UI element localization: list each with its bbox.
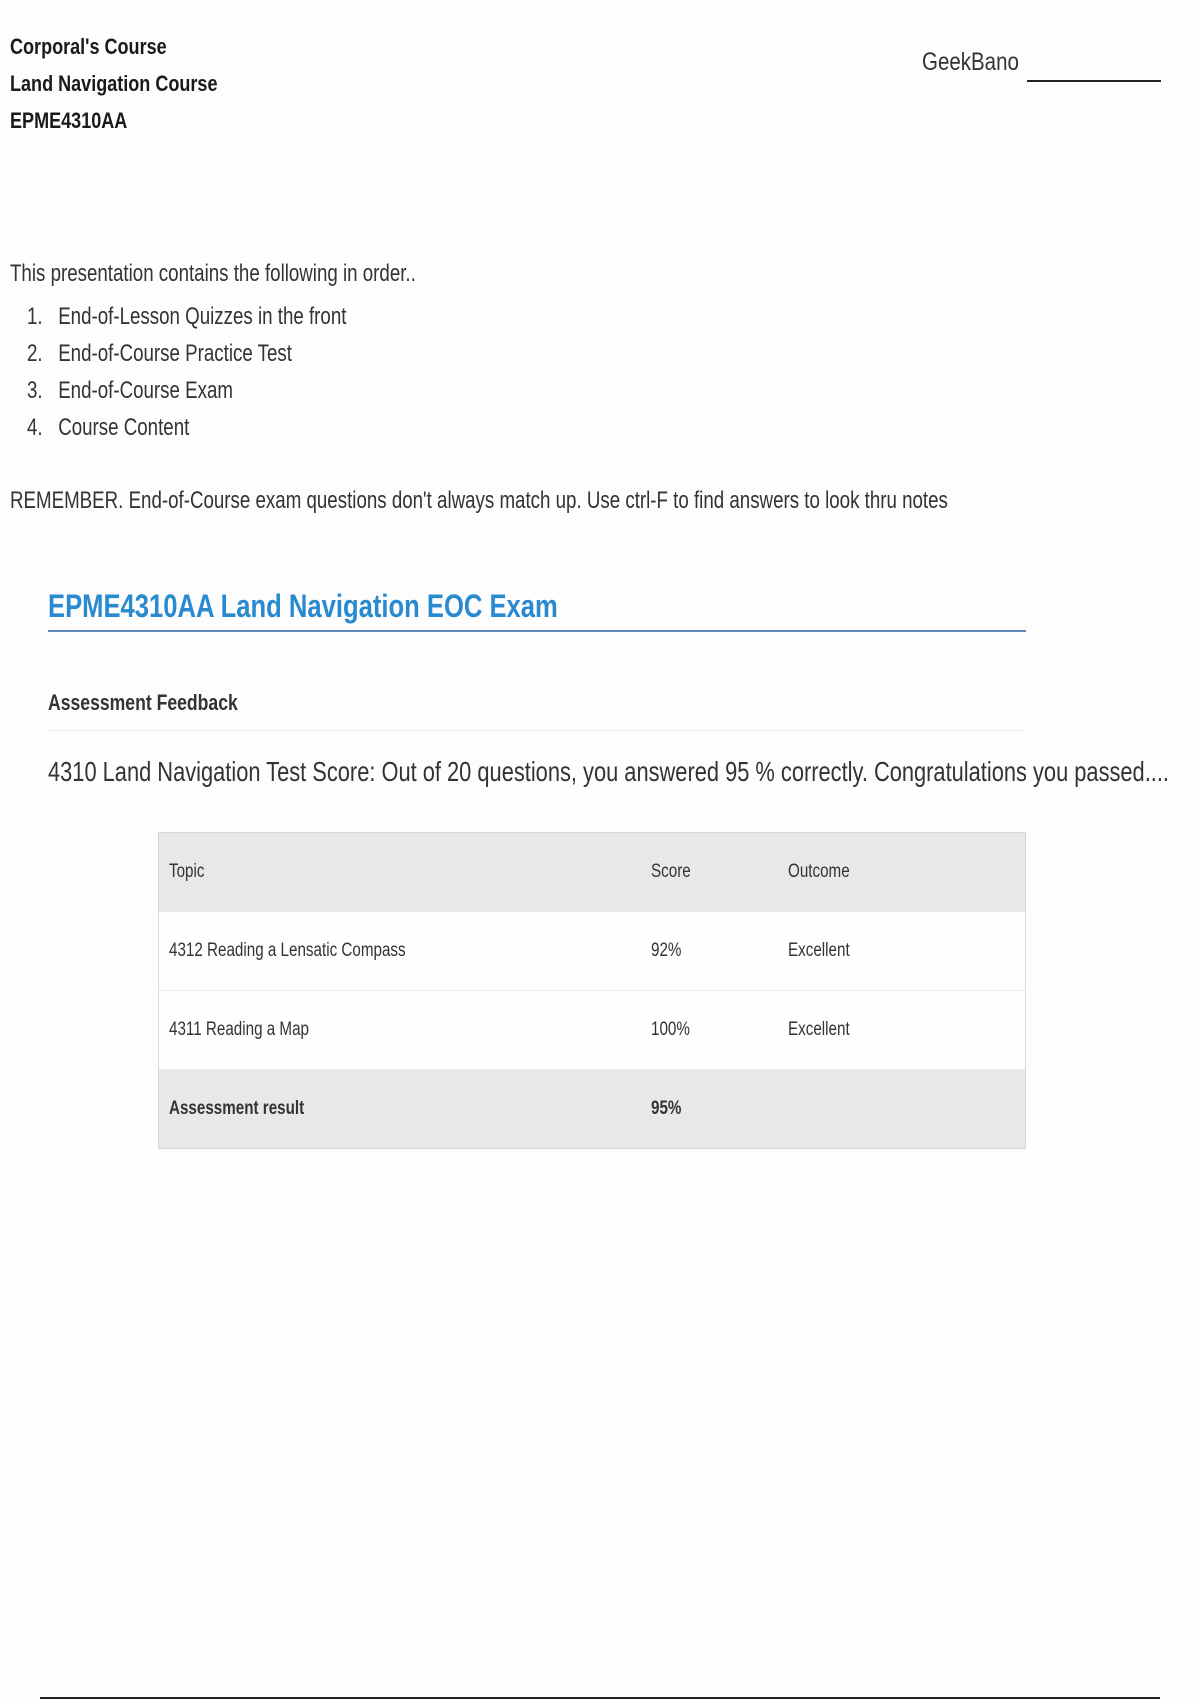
list-item-number: 2. bbox=[27, 340, 43, 367]
score-cell: 92% bbox=[651, 939, 682, 961]
course-subject: Land Navigation Course bbox=[10, 71, 218, 96]
course-code: EPME4310AA bbox=[10, 108, 128, 133]
result-label: Assessment result bbox=[169, 1098, 305, 1119]
list-item-number: 4. bbox=[27, 414, 43, 441]
remember-note: REMEMBER. End-of-Course exam questions don't always match up. Use ctrl-F to find answers to look thru notes bbox=[10, 487, 948, 514]
score-cell: 100% bbox=[651, 1019, 690, 1040]
author-name: GeekBano bbox=[922, 48, 1019, 76]
result-outcome bbox=[778, 1070, 1026, 1149]
footer-divider bbox=[40, 1697, 1160, 1699]
score-summary: 4310 Land Navigation Test Score: Out of 20 questions, you answered 95 % correctly. Congratulations you passed.... bbox=[48, 756, 1169, 787]
feedback-heading: Assessment Feedback bbox=[48, 690, 238, 715]
course-header bbox=[10, 28, 217, 139]
list-item bbox=[27, 335, 346, 372]
intro-text: This presentation contains the following in order.. bbox=[10, 260, 416, 287]
list-item-label: End-of-Lesson Quizzes in the front bbox=[58, 303, 347, 330]
list-item-label: End-of-Course Exam bbox=[58, 377, 233, 404]
list-item bbox=[27, 372, 346, 409]
title-divider bbox=[48, 630, 1026, 632]
header-outcome: Outcome bbox=[788, 861, 850, 883]
list-item bbox=[27, 298, 346, 335]
table-header-row bbox=[159, 833, 1026, 912]
feedback-divider bbox=[48, 730, 1026, 731]
topic-cell: 4312 Reading a Lensatic Compass bbox=[169, 939, 406, 961]
header-score: Score bbox=[651, 861, 691, 883]
header-topic: Topic bbox=[169, 861, 205, 883]
list-item-number: 1. bbox=[27, 303, 43, 330]
list-item bbox=[27, 409, 346, 446]
results-table bbox=[158, 832, 1026, 1149]
course-name: Corporal's Course bbox=[10, 34, 167, 59]
outcome-cell: Excellent bbox=[788, 939, 850, 961]
contents-list bbox=[27, 298, 346, 446]
list-item-label: Course Content bbox=[58, 414, 190, 441]
list-item-label: End-of-Course Practice Test bbox=[58, 340, 292, 367]
list-item-number: 3. bbox=[27, 377, 43, 404]
signature-line bbox=[1027, 80, 1161, 82]
result-score: 95% bbox=[651, 1098, 682, 1119]
exam-title: EPME4310AA Land Navigation EOC Exam bbox=[48, 588, 558, 624]
outcome-cell: Excellent bbox=[788, 1019, 850, 1040]
assessment-result-row bbox=[159, 1070, 1026, 1149]
topic-cell: 4311 Reading a Map bbox=[169, 1019, 309, 1040]
table-row bbox=[159, 912, 1026, 991]
table-row bbox=[159, 991, 1026, 1070]
